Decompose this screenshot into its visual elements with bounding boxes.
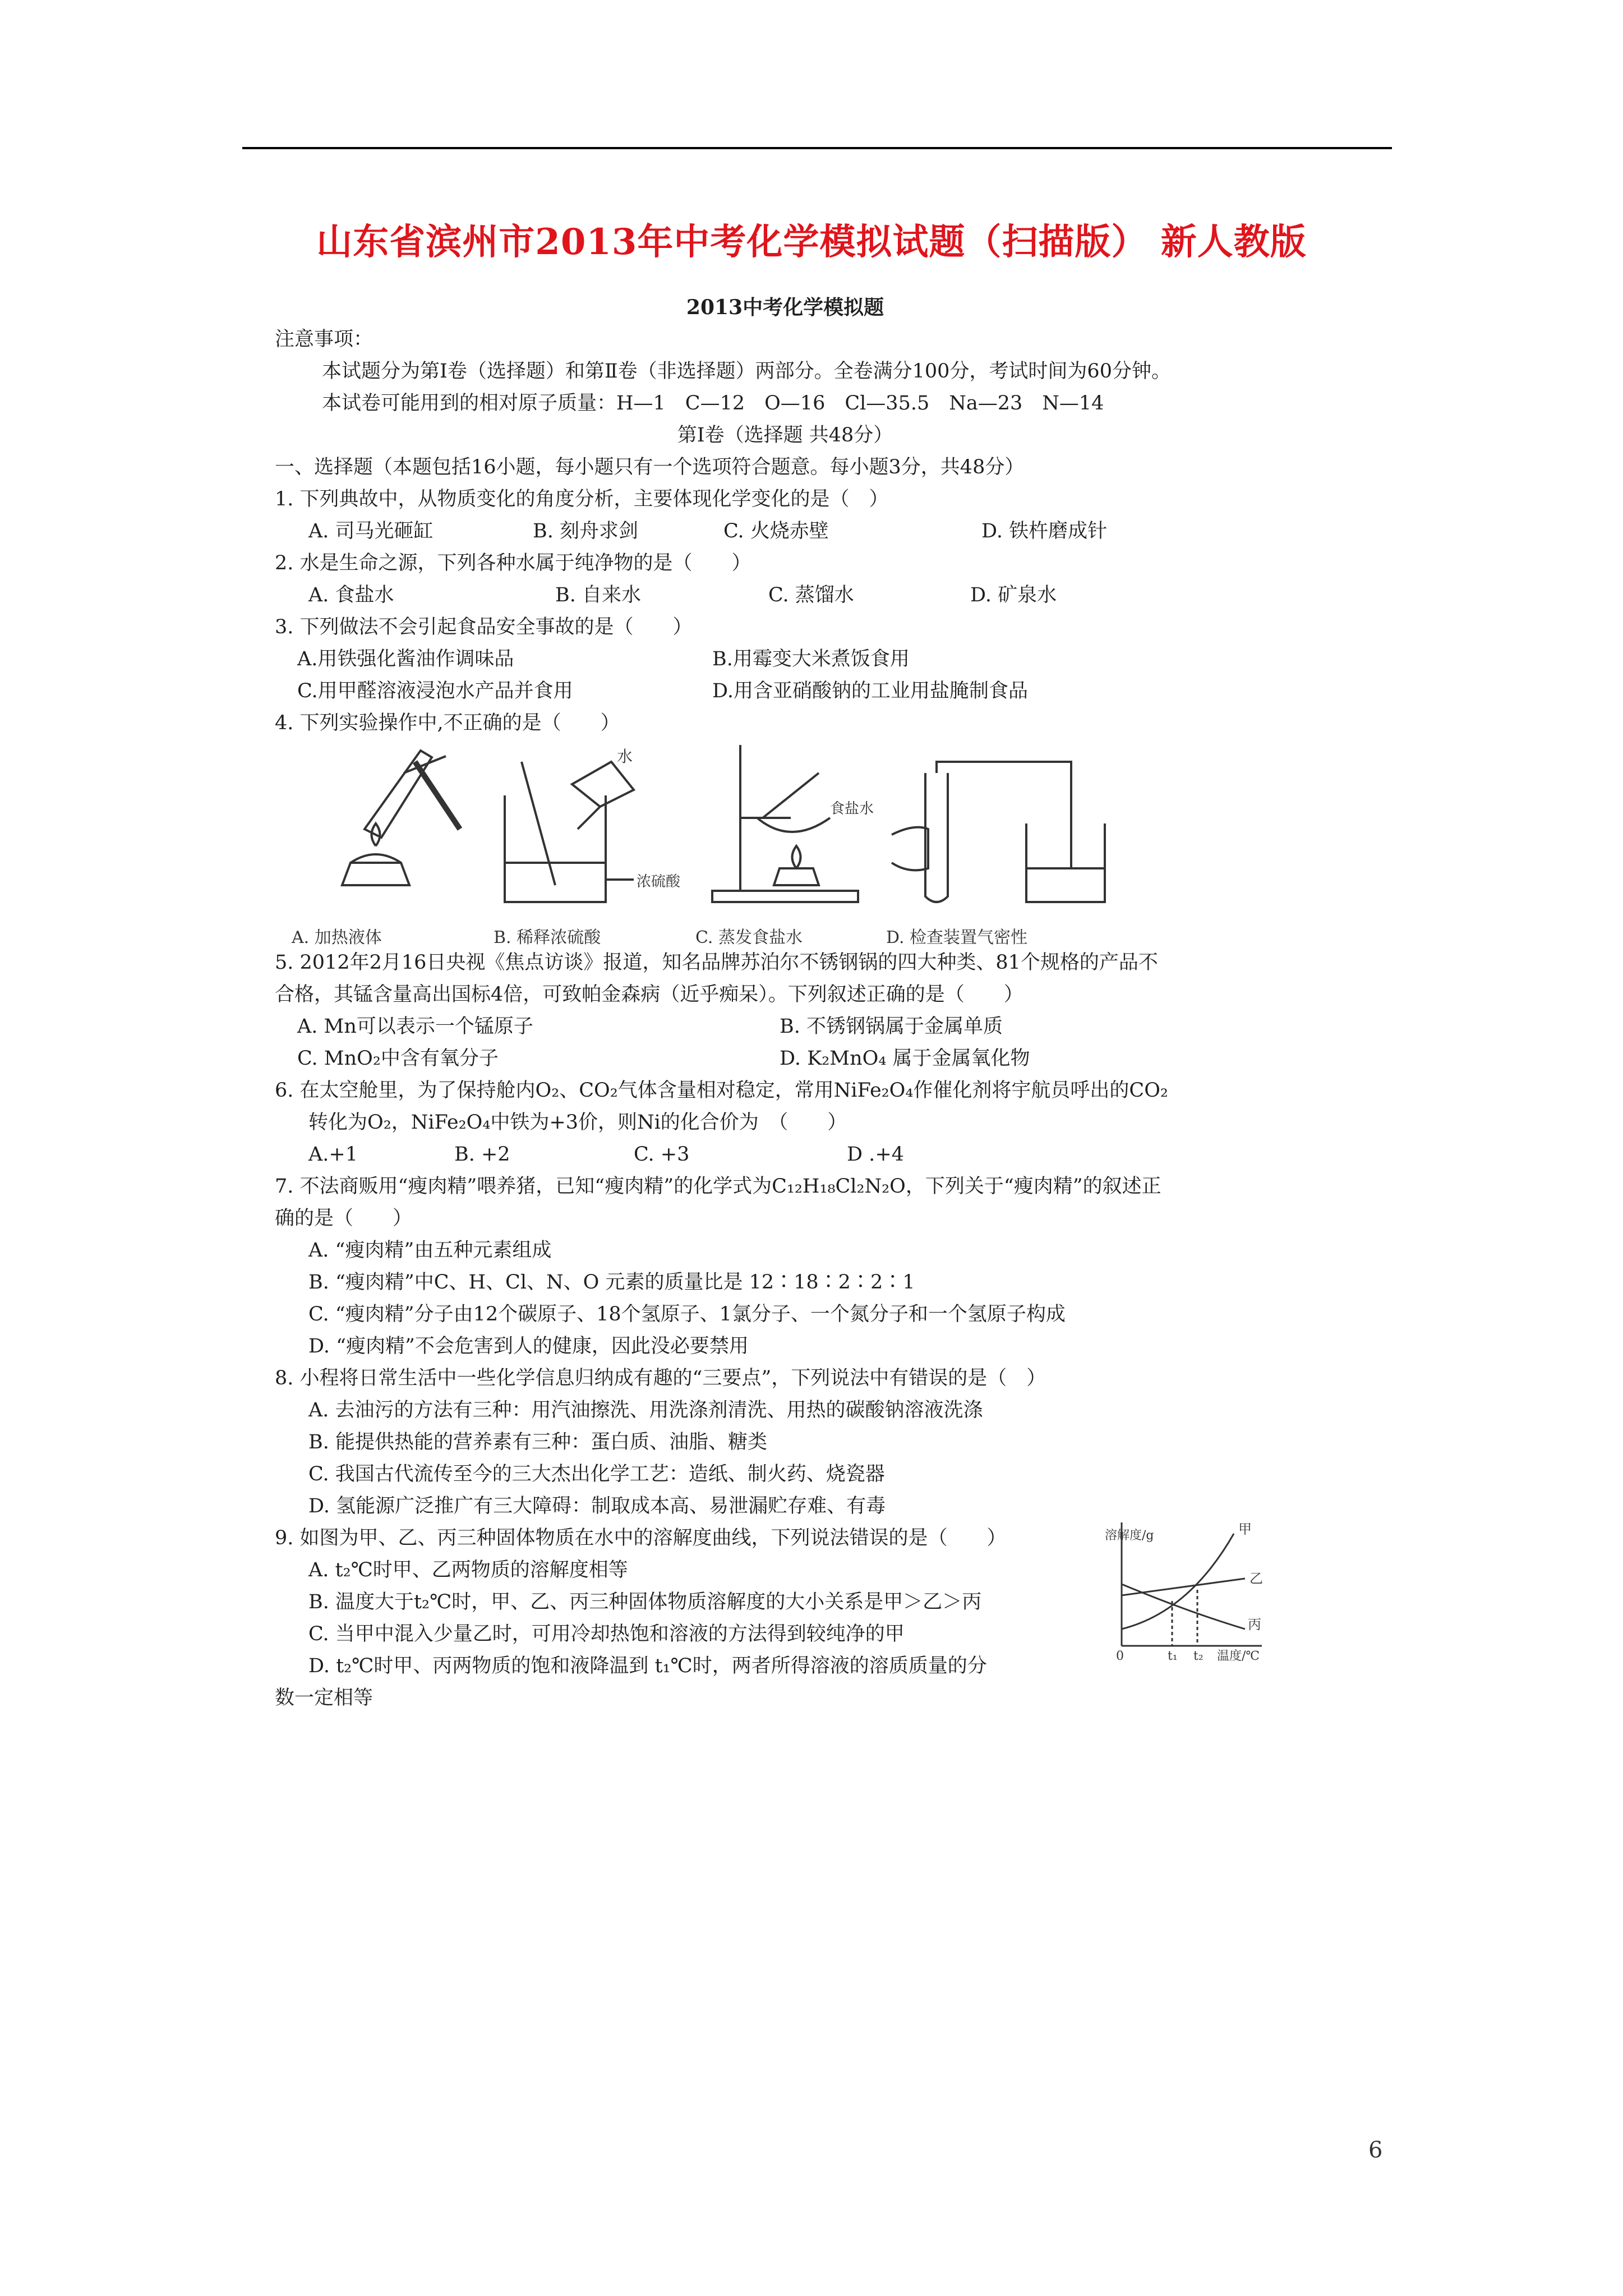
q1-option-d: D. 铁杵磨成针 bbox=[981, 520, 1108, 542]
label-water: 水 bbox=[617, 747, 633, 766]
q6-stem-1: 6. 在太空舱里，为了保持舱内O₂、CO₂气体含量相对稳定，常用NiFe₂O₄作催化剂将宇航员呼出的CO₂ bbox=[275, 1079, 1168, 1102]
q8-stem: 8. 小程将日常生活中一些化学信息归纳成有趣的“三要点”，下列说法中有错误的是（ ） bbox=[275, 1367, 1046, 1389]
q4-caption-d: D. 检查装置气密性 bbox=[886, 928, 1028, 947]
notice-label: 注意事项： bbox=[275, 328, 374, 351]
q2-option-a: A. 食盐水 bbox=[308, 584, 394, 606]
q5-option-a: A. Mn可以表示一个锰原子 bbox=[297, 1015, 533, 1038]
q3-option-b: B.用霉变大米煮饭食用 bbox=[712, 648, 910, 670]
solubility-curve-chart bbox=[1105, 1517, 1273, 1663]
q3-stem: 3. 下列做法不会引起食品安全事故的是（ ） bbox=[275, 616, 693, 638]
q1-option-a: A. 司马光砸缸 bbox=[308, 520, 434, 542]
notice-1: 本试题分为第Ⅰ卷（选择题）和第Ⅱ卷（非选择题）两部分。全卷满分100分，考试时间为60分钟。 bbox=[322, 360, 1171, 383]
q3-option-c: C.用甲醛溶液浸泡水产品并食用 bbox=[297, 680, 573, 702]
heating-liquid-figure bbox=[297, 739, 482, 913]
q6-option-c: C. +3 bbox=[634, 1143, 690, 1166]
q7-option-a: A. “瘦肉精”由五种元素组成 bbox=[308, 1239, 552, 1262]
curve-yi bbox=[1122, 1579, 1245, 1595]
q6-options bbox=[275, 1139, 1295, 1171]
series-jia: 甲 bbox=[1238, 1521, 1252, 1537]
q4-stem: 4. 下列实验操作中,不正确的是（ ） bbox=[275, 712, 620, 734]
q5-options-row-1 bbox=[275, 1011, 1295, 1043]
q9-option-a: A. t₂℃时甲、乙两物质的溶解度相等 bbox=[308, 1559, 628, 1581]
chart-t1: t₁ bbox=[1168, 1649, 1178, 1663]
q7-stem-2: 确的是（ ） bbox=[275, 1207, 413, 1230]
q7-option-c: C. “瘦肉精”分子由12个碳原子、18个氢原子、1氯分子、一个氮分子和一个氢原子构成 bbox=[308, 1303, 1066, 1326]
q8-option-a: A. 去油污的方法有三种：用汽油擦洗、用洗涤剂清洗、用热的碳酸钠溶液洗涤 bbox=[308, 1399, 983, 1421]
airtight-check-figure bbox=[880, 739, 1127, 913]
q5-option-d: D. K₂MnO₄ 属于金属氧化物 bbox=[780, 1047, 1030, 1070]
exam-heading: 2013中考化学模拟题 bbox=[686, 296, 884, 319]
q6-option-b: B. +2 bbox=[454, 1143, 510, 1166]
q5-stem-2: 合格，其锰含量高出国标4倍，可致帕金森病（近乎痴呆）。下列叙述正确的是（ ） bbox=[275, 983, 1023, 1006]
q6-option-a: A.+1 bbox=[308, 1143, 358, 1166]
header-rule bbox=[242, 147, 1392, 149]
q1-stem: 1. 下列典故中，从物质变化的角度分析，主要体现化学变化的是（ ） bbox=[275, 488, 889, 510]
chart-t2: t₂ bbox=[1193, 1649, 1204, 1663]
label-salt-water: 食盐水 bbox=[830, 800, 874, 817]
q9-block bbox=[275, 1522, 1295, 1714]
chart-origin: 0 bbox=[1116, 1649, 1124, 1663]
q9-option-b: B. 温度大于t₂℃时，甲、乙、丙三种固体物质溶解度的大小关系是甲＞乙＞丙 bbox=[308, 1591, 982, 1613]
q4-caption-a: A. 加热液体 bbox=[292, 928, 382, 947]
dilute-acid-figure bbox=[488, 739, 701, 913]
q6-stem-2: 转化为O₂，NiFe₂O₄中铁为+3价，则Ni的化合价为 （ ） bbox=[308, 1111, 847, 1134]
q8-option-c: C. 我国古代流传至今的三大杰出化学工艺：造纸、制火药、烧瓷器 bbox=[308, 1463, 885, 1485]
notice-2: 本试卷可能用到的相对原子质量：H—1 C—12 O—16 Cl—35.5 Na—23 N—14 bbox=[322, 392, 1104, 415]
q9-stem: 9. 如图为甲、乙、丙三种固体物质在水中的溶解度曲线，下列说法错误的是（ ） bbox=[275, 1527, 1007, 1549]
q3-options-row-2 bbox=[275, 675, 1295, 707]
q8-option-b: B. 能提供热能的营养素有三种：蛋白质、油脂、糖类 bbox=[308, 1431, 767, 1453]
q7-option-d: D. “瘦肉精”不会危害到人的健康，因此没必要禁用 bbox=[308, 1335, 749, 1358]
q3-option-a: A.用铁强化酱油作调味品 bbox=[297, 648, 514, 670]
scanned-exam bbox=[275, 292, 1295, 1714]
q6-option-d: D .+4 bbox=[847, 1143, 904, 1166]
q5-options-row-2 bbox=[275, 1043, 1295, 1075]
q2-option-d: D. 矿泉水 bbox=[970, 584, 1057, 606]
series-bing: 丙 bbox=[1248, 1617, 1261, 1632]
chart-xlabel: 温度/℃ bbox=[1217, 1649, 1260, 1663]
q4-figures bbox=[275, 739, 1295, 947]
q1-option-b: B. 刻舟求剑 bbox=[533, 520, 638, 542]
q1-options bbox=[275, 516, 1295, 547]
q7-option-b: B. “瘦肉精”中C、H、Cl、N、O 元素的质量比是 12∶18∶2∶2∶1 bbox=[308, 1271, 915, 1294]
page-number: 6 bbox=[1368, 2137, 1383, 2163]
section-1-heading: 一、选择题（本题包括16小题，每小题只有一个选项符合题意。每小题3分，共48分） bbox=[275, 456, 1025, 478]
series-yi: 乙 bbox=[1249, 1571, 1263, 1586]
q3-options-row-1 bbox=[275, 643, 1295, 675]
q5-stem-1: 5. 2012年2月16日央视《焦点访谈》报道，知名品牌苏泊尔不锈钢锅的四大种类、81个规格的产品不 bbox=[275, 951, 1158, 974]
q7-stem-1: 7. 不法商贩用“瘦肉精”喂养猪，已知“瘦肉精”的化学式为C₁₂H₁₈Cl₂N₂O，下列关于“瘦肉精”的叙述正 bbox=[275, 1175, 1161, 1198]
part-1-heading: 第Ⅰ卷（选择题 共48分） bbox=[677, 424, 893, 447]
q2-options bbox=[275, 579, 1295, 611]
curve-jia bbox=[1122, 1534, 1234, 1629]
q3-option-d: D.用含亚硝酸钠的工业用盐腌制食品 bbox=[712, 680, 1028, 702]
label-conc-acid: 浓硫酸 bbox=[637, 873, 681, 890]
q9-option-d-cont: 数一定相等 bbox=[275, 1687, 374, 1709]
q4-caption-b: B. 稀释浓硫酸 bbox=[494, 928, 601, 947]
chart-ylabel: 溶解度/g bbox=[1105, 1529, 1154, 1543]
q1-option-c: C. 火烧赤壁 bbox=[723, 520, 829, 542]
q9-option-d: D. t₂℃时甲、丙两物质的饱和液降温到 t₁℃时，两者所得溶液的溶质质量的分 bbox=[308, 1655, 987, 1677]
document-title: 山东省滨州市2013年中考化学模拟试题（扫描版） 新人教版 bbox=[316, 221, 1307, 263]
q2-option-c: C. 蒸馏水 bbox=[768, 584, 854, 606]
q2-stem: 2. 水是生命之源，下列各种水属于纯净物的是（ ） bbox=[275, 552, 751, 574]
q2-option-b: B. 自来水 bbox=[555, 584, 641, 606]
q5-option-c: C. MnO₂中含有氧分子 bbox=[297, 1047, 499, 1070]
q5-option-b: B. 不锈钢锅属于金属单质 bbox=[780, 1015, 1003, 1038]
q9-option-c: C. 当甲中混入少量乙时，可用冷却热饱和溶液的方法得到较纯净的甲 bbox=[308, 1623, 905, 1645]
q8-option-d: D. 氢能源广泛推广有三大障碍：制取成本高、易泄漏贮存难、有毒 bbox=[308, 1495, 886, 1517]
q4-caption-c: C. 蒸发食盐水 bbox=[695, 928, 803, 947]
